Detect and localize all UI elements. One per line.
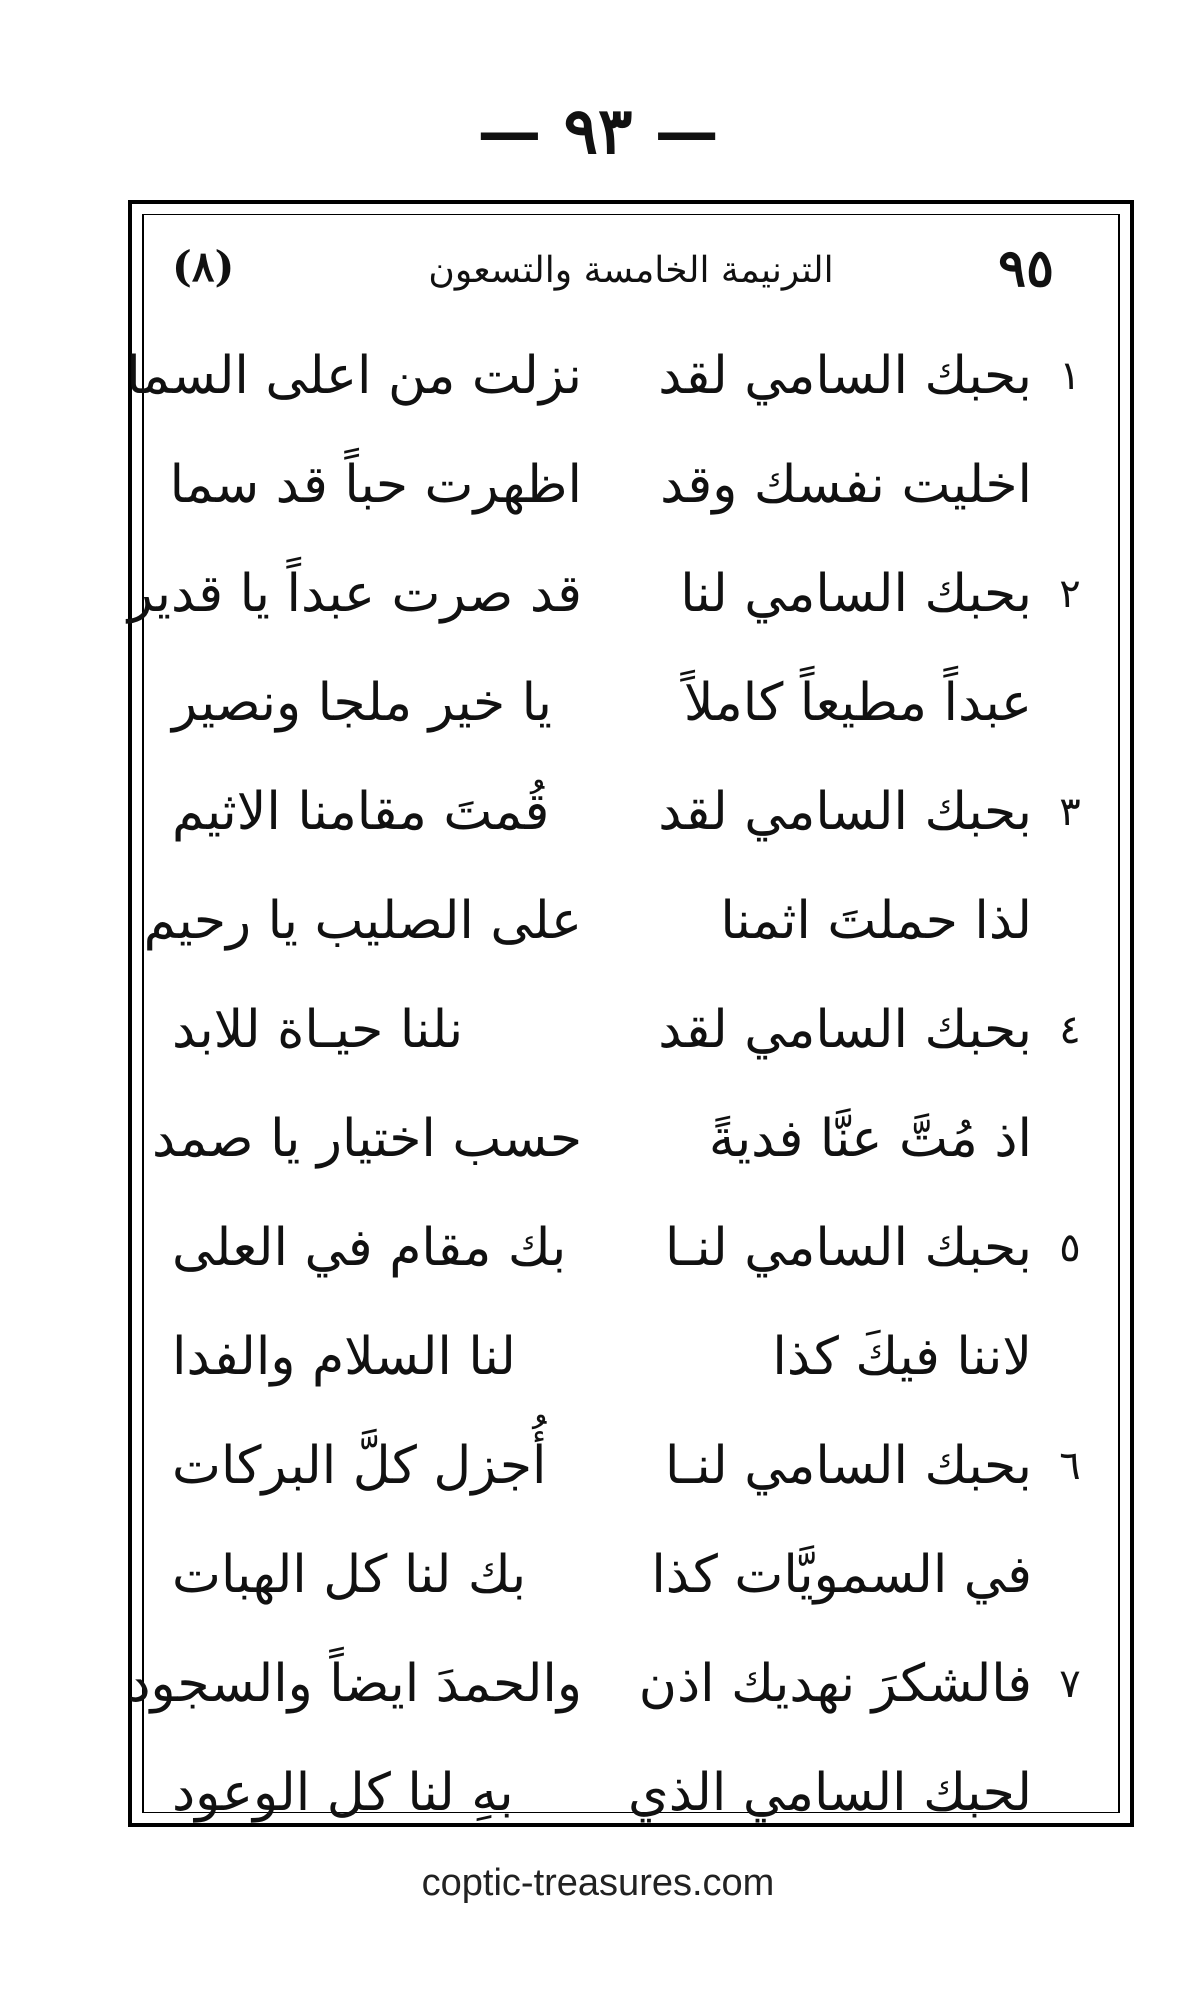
hemistich-second: يا خير ملجا ونصير (172, 673, 552, 733)
verse-line (172, 1194, 1090, 1303)
hemistich-first: لذا حملتَ اثمنا (720, 891, 1032, 951)
hymn-number: ٩٥ (998, 238, 1054, 299)
hemistich-first: عبداً مطيعاً كاملاً (683, 673, 1032, 733)
verse-number: ١ (1059, 353, 1081, 399)
hemistich-second: على الصليب يا رحيم (143, 891, 582, 951)
hemistich-second: حسب اختيار يا صمد (152, 1109, 582, 1169)
hemistich-first: في السمويَّات كذا (651, 1545, 1032, 1605)
verse-line (172, 649, 1090, 758)
verse-line (169, 431, 1090, 540)
verse-line (126, 322, 1090, 431)
hemistich-second: قد صرت عبداً يا قدير (127, 564, 582, 624)
verse-line (172, 1303, 1090, 1412)
tune-number: (٨) (172, 242, 235, 291)
hemistich-second: اظهرت حباً قد سما (169, 455, 582, 515)
verse-number: ٦ (1059, 1443, 1081, 1489)
hymn-verses (126, 322, 1090, 1848)
verse-number: ٥ (1059, 1225, 1081, 1271)
hemistich-second: بهِ لنا كل الوعود (172, 1763, 514, 1823)
page-number: — ٩٣ — (477, 94, 719, 169)
hemistich-first: بحبك السامي لنـا (665, 1436, 1032, 1496)
verse-line (172, 1521, 1090, 1630)
hymn-title: الترنيمة الخامسة والتسعون (428, 250, 834, 291)
verse-line (143, 867, 1090, 976)
hemistich-first: بحبك السامي لقد (658, 346, 1032, 406)
hemistich-second: بك مقام في العلى (172, 1218, 567, 1278)
hemistich-first: اذ مُتَّ عنَّا فديةً (708, 1109, 1032, 1169)
hemistich-second: لنا السلام والفدا (172, 1327, 516, 1387)
verse-line (172, 1412, 1090, 1521)
verse-line (172, 976, 1090, 1085)
source-watermark: coptic-treasures.com (421, 1862, 775, 1904)
verse-line (172, 758, 1090, 867)
verse-number: ٢ (1059, 571, 1081, 617)
hemistich-second: نلنا حيـاة للابد (172, 1000, 464, 1060)
verse-line (127, 540, 1090, 649)
verse-number: ٤ (1059, 1007, 1081, 1053)
hemistich-first: لاننا فيكَ كذا (772, 1327, 1032, 1387)
verse-line (152, 1085, 1090, 1194)
page-frame (128, 200, 1134, 1827)
hemistich-second: قُمتَ مقامنا الاثيم (172, 782, 550, 842)
verse-line (172, 1739, 1090, 1848)
hemistich-first: اخليت نفسك وقد (660, 455, 1032, 515)
hemistich-second: والحمدَ ايضاً والسجود (127, 1654, 582, 1714)
hemistich-second: بك لنا كل الهبات (172, 1545, 527, 1605)
verse-line (127, 1630, 1090, 1739)
verse-number: ٣ (1059, 789, 1081, 835)
hymn-header (172, 238, 1090, 308)
hemistich-first: بحبك السامي لقد (658, 782, 1032, 842)
hemistich-first: بحبك السامي لنـا (665, 1218, 1032, 1278)
verse-number: ٧ (1059, 1661, 1081, 1707)
hemistich-first: بحبك السامي لنا (680, 564, 1032, 624)
hemistich-first: بحبك السامي لقد (658, 1000, 1032, 1060)
hemistich-second: نزلت من اعلى السما (126, 346, 582, 406)
hemistich-second: أُجزل كلَّ البركات (172, 1436, 547, 1496)
hemistich-first: فالشكرَ نهديك اذن (638, 1654, 1032, 1714)
hemistich-first: لحبك السامي الذي (628, 1763, 1032, 1823)
